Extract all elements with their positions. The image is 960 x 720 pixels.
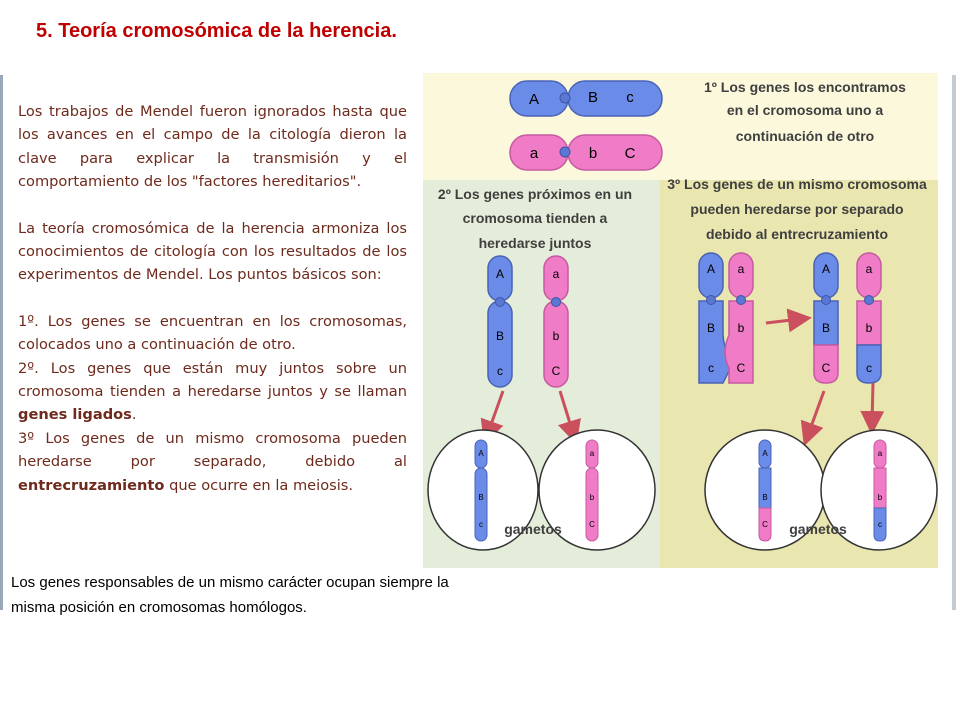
point-2-text: 2º. Los genes que están muy juntos sobre un cromosoma tienden a heredarse juntos y se llaman	[18, 359, 407, 401]
gene-label: a	[737, 262, 745, 276]
gene-label: A	[821, 262, 831, 276]
gene-label: C	[589, 520, 595, 529]
gene-label: a	[589, 449, 595, 458]
gamete-blue-chromosome	[475, 440, 487, 541]
gene-label: c	[479, 520, 483, 529]
paragraph-mendel: Los trabajos de Mendel fueron ignorados hasta que los avances en el campo de la citología dieron la clave para explicar la transmisión y el comportamiento de los "factores hereditarios".	[18, 103, 407, 191]
text-panel	[18, 100, 407, 497]
gene-label: A	[706, 262, 716, 276]
homologous-note: Los genes responsables de un mismo carácter ocupan siempre la misma posición en cromosomas homólogos.	[11, 574, 449, 616]
top-pink-chromosome	[510, 135, 662, 170]
gene-label: A	[528, 91, 540, 108]
gene-label: b	[737, 321, 745, 335]
caption-3-line-2: pueden heredarse por separado	[690, 201, 904, 217]
point-3-end: que ocurre en la meiosis.	[164, 476, 354, 494]
gene-label: a	[877, 449, 883, 458]
gene-label: c	[626, 89, 634, 106]
caption-2-line-2: cromosoma tienden a	[462, 210, 608, 226]
gene-label: b	[865, 321, 873, 335]
point-3-text: 3º Los genes de un mismo cromosoma pueden heredarse por separado, debido al	[18, 429, 407, 471]
gene-label: a	[552, 267, 560, 281]
gene-label: a	[865, 262, 873, 276]
linked-blue-chromosome	[488, 256, 512, 387]
gene-label: c	[708, 361, 714, 375]
caption-2-line-3: heredarse juntos	[478, 235, 592, 251]
gamete-pink-chromosome	[586, 440, 598, 541]
chromosome-figure	[423, 73, 943, 573]
gene-label: c	[497, 364, 503, 378]
gamete-recombinant-blue-chromosome	[759, 440, 771, 541]
chromosome-figure-svg	[423, 73, 943, 568]
gene-label: B	[762, 493, 768, 502]
gene-label: B	[821, 321, 831, 335]
cross-after-blue-chromosome	[814, 253, 838, 383]
point-1: 1º. Los genes se encuentran en los cromosomas, colocados uno a continuación de otro.	[18, 312, 407, 354]
gene-label: c	[866, 361, 872, 375]
linked-pink-chromosome	[544, 256, 568, 387]
gene-label: A	[495, 267, 505, 281]
frame-left-border	[0, 75, 3, 610]
arrow-to-gamete	[872, 383, 873, 423]
cross-before-pink-chromosome	[725, 253, 753, 383]
paragraph-theory: La teoría cromosómica de la herencia armoniza los conocimientos de citología con los resultados de los experimentos de Mendel. Los puntos básicos son:	[18, 219, 407, 284]
gamete-recombinant-pink-chromosome	[874, 440, 886, 541]
gene-label: A	[478, 449, 484, 458]
gene-label: b	[589, 493, 595, 502]
caption-1-line-2: en el cromosoma uno a	[726, 102, 884, 118]
gametes-label: gametos	[504, 521, 562, 537]
point-3	[18, 427, 407, 497]
gene-label: B	[706, 321, 716, 335]
gene-label: a	[529, 145, 539, 162]
point-2-end: .	[131, 406, 137, 424]
gene-label: b	[877, 493, 883, 502]
caption-3-line-3: debido al entrecruzamiento	[705, 226, 889, 242]
gene-label: C	[624, 145, 636, 162]
gene-label: B	[587, 89, 599, 106]
gametes-label: gametos	[789, 521, 847, 537]
point-2	[18, 357, 407, 427]
gene-label: B	[478, 493, 484, 502]
page-title: 5. Teoría cromosómica de la herencia.	[36, 20, 397, 42]
caption-1-line-3: continuación de otro	[735, 128, 875, 144]
gene-label: C	[821, 361, 831, 375]
gene-label: b	[588, 145, 598, 162]
gene-label: A	[762, 449, 768, 458]
caption-2-line-1: 2º Los genes próximos en un	[437, 186, 633, 202]
gene-label: c	[878, 520, 882, 529]
frame-right-border	[952, 75, 956, 610]
gene-label: b	[552, 329, 560, 343]
top-blue-chromosome	[510, 81, 662, 116]
gene-label: B	[495, 329, 505, 343]
point-2-bold: genes ligados	[18, 406, 132, 424]
point-3-bold: entrecruzamiento	[18, 476, 165, 494]
cross-after-pink-chromosome	[857, 253, 881, 383]
caption-1-line-1: 1º Los genes los encontramos	[704, 79, 906, 95]
gene-label: C	[551, 364, 561, 378]
gene-label: C	[736, 361, 746, 375]
caption-3-line-1: 3º Los genes de un mismo cromosoma	[667, 176, 927, 192]
gene-label: C	[762, 520, 768, 529]
